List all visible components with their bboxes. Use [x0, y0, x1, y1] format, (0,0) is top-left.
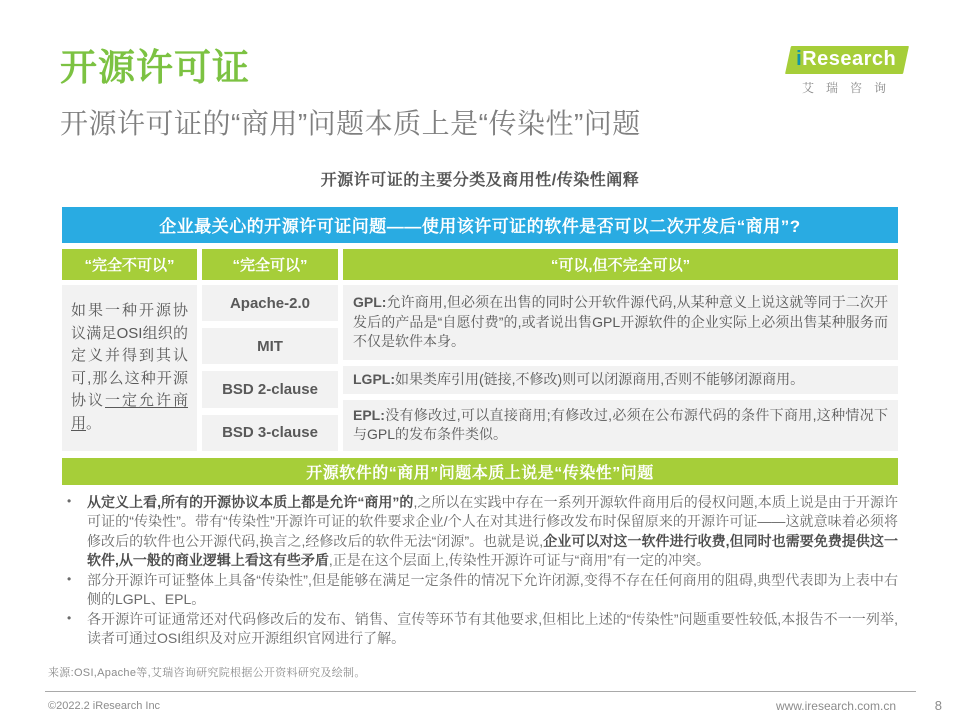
underlined-phrase: 一定允许商用: [71, 392, 188, 432]
logo-brand-text: Research: [802, 48, 897, 70]
bullet-text: 部分开源许可证整体上具备“传染性”,但是能够在满足一定条件的情况下允许闭源,变得不存在任何商用的阻碍,典型代表即为上表中右侧的LGPL、EPL。: [87, 571, 898, 608]
website-url: www.iresearch.com.cn: [775, 698, 896, 713]
question-banner: 企业最关心的开源许可证问题——使用该许可证的软件是否可以二次开发后“商用”?: [62, 207, 898, 243]
license-cell-epl: [343, 400, 898, 451]
column-header-forbidden: “完全不可以”: [62, 249, 197, 280]
list-item: [62, 571, 898, 610]
bullet-text: 各开源许可证通常还对代码修改后的发布、销售、宣传等环节有其他要求,但相比上述的“传染性”问题重要性较低,本报告不一一列举,读者可通过OSI组织及对应开源组织官网进行了解。: [87, 610, 898, 647]
table-body: [62, 285, 898, 451]
bullet-icon: •: [67, 493, 72, 508]
license-cell-mit: MIT: [202, 328, 338, 364]
page-subtitle: 开源许可证的“商用”问题本质上是“传染性”问题: [60, 107, 641, 139]
footer-divider: [45, 691, 916, 692]
source-note: 来源:OSI,Apache等,艾瑞咨询研究院根据公开资料研究及绘制。: [48, 667, 366, 679]
license-cell-gpl: [343, 285, 898, 361]
page-footer: [48, 698, 942, 713]
gpl-description: 允许商用,但必须在出售的同时公开软件源代码,从某种意义上说这就等同于二次开发后的产品是“自愿付费”的,或者说出售GPL开源软件的企业实际上必须出售某种服务而不仅是软件本身。: [353, 294, 888, 350]
bullet-text: 从定义上看,所有的开源协议本质上都是允许“商用”的,之所以在实践中存在一系列开源软件商用后的侵权问题,本质上说是由于开源许可证的“传染性”。带有“传染性”开源许可证的软件要求企业/个人在对其进行修改发布时保留原来的开源许可证——这就意味着必须将修改后的软件也公开源代码,换言之,经修改后的软件无法“闭源”。也就是说,企业可以对这一软件进行收费,但同时也需要免费提供这一软件,从一般的商业逻辑上看这有些矛盾,正是在这个层面上,传染性开源许可证与“商用”有一定的冲突。: [87, 493, 899, 569]
column-header-conditional: “可以,但不完全可以”: [343, 249, 898, 280]
table-header-row: [62, 249, 898, 280]
conditional-licenses-column: [343, 285, 898, 451]
osi-definition-text: 如果一种开源协议满足OSI组织的定义并得到其认可,那么这种开源协议一定允许商用。: [71, 302, 188, 432]
logo-plate: [785, 46, 909, 74]
list-item: [62, 493, 898, 571]
logo-chinese-name: 艾瑞咨询: [801, 81, 898, 95]
epl-description: 没有修改过,可以直接商用;有修改过,必须在公布源代码的条件下商用,这种情况下与GPL的发布条件类似。: [353, 406, 888, 443]
analysis-bullets: [62, 493, 898, 649]
epl-label: EPL:: [353, 406, 385, 423]
license-cell-bsd3: BSD 3-clause: [202, 415, 338, 451]
license-cell-lgpl: [343, 366, 898, 394]
page-number: 8: [934, 698, 942, 713]
lgpl-label: LGPL:: [353, 371, 395, 388]
bullet-icon: •: [67, 571, 72, 586]
column-header-allowed: “完全可以”: [202, 249, 338, 280]
bullet-icon: •: [67, 610, 72, 625]
gpl-label: GPL:: [353, 294, 387, 311]
license-cell-apache: Apache-2.0: [202, 285, 338, 321]
allowed-licenses-column: [202, 285, 338, 451]
conclusion-banner: 开源软件的“商用”问题本质上说是“传染性”问题: [62, 458, 898, 485]
table-cell-osi-definition: [62, 285, 197, 451]
list-item: [62, 610, 898, 649]
table-caption: 开源许可证的主要分类及商用性/传染性阐释: [320, 171, 640, 189]
logo-letter-i: i: [796, 48, 803, 70]
iresearch-logo: [788, 46, 906, 96]
license-cell-bsd2: BSD 2-clause: [202, 371, 338, 407]
page-header: [0, 0, 960, 140]
lgpl-description: 如果类库引用(链接,不修改)则可以闭源商用,否则不能够闭源商用。: [395, 371, 805, 388]
copyright-text: ©2022.2 iResearch Inc: [48, 699, 161, 712]
page-title: 开源许可证: [60, 47, 250, 88]
